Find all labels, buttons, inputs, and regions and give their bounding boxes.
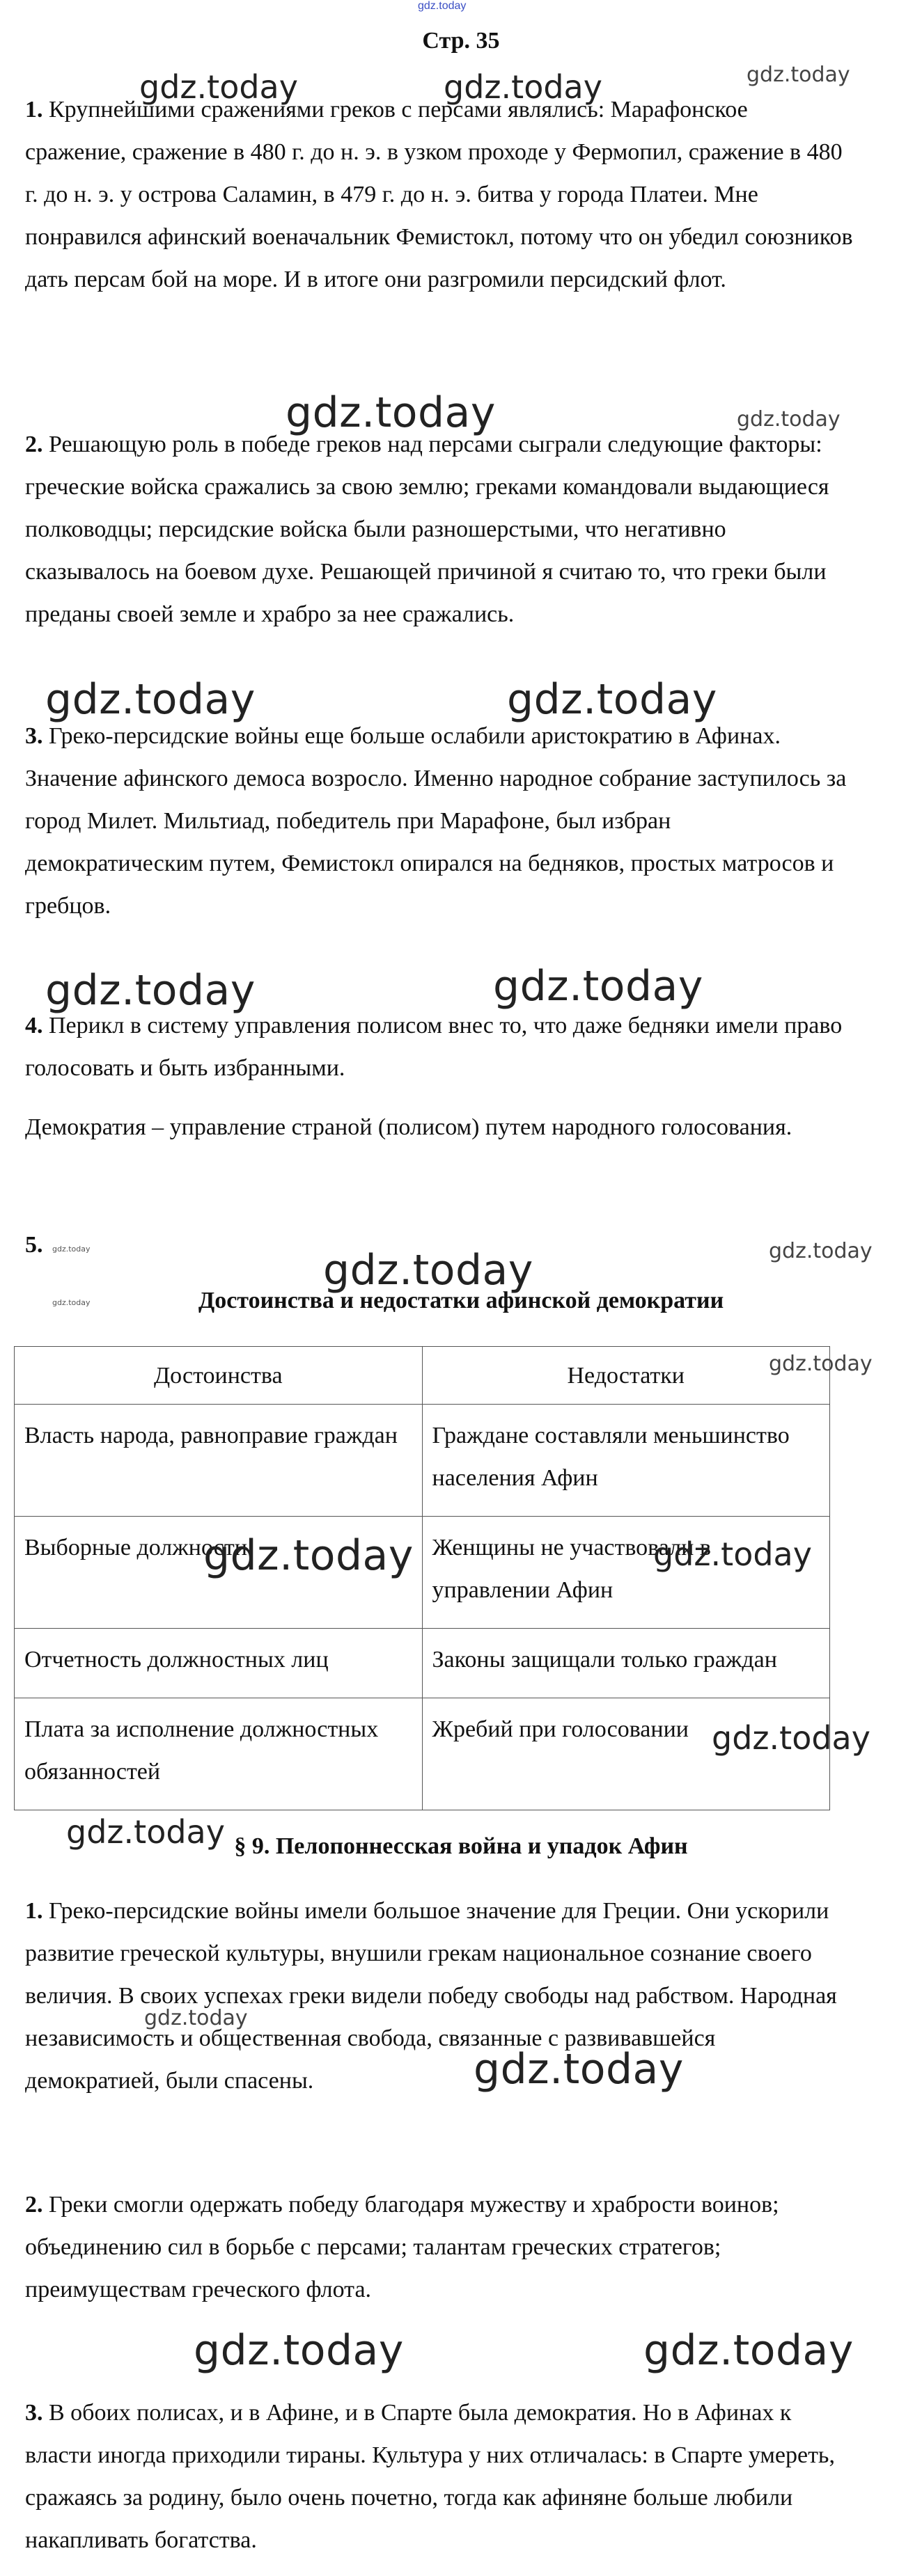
answer-text: Решающую роль в победе греков над персами сыграли следующие факторы: греческие войска сражались за свою землю; греками командовали выдающиеся полководцы; персидские войска были разношерстыми, что негативно сказывалось на боевом духе. Решающей причиной я считаю то, что греки были преданы своей земле и храбро за нее сражались. (25, 432, 829, 627)
answer-number: 3. (25, 2400, 43, 2426)
watermark: gdz.today (507, 675, 717, 724)
watermark: gdz.today (769, 1239, 873, 1263)
answer-number: 1. (25, 1898, 43, 1924)
table-row (15, 1698, 830, 1810)
table-header-advantages: Достоинства (15, 1347, 423, 1405)
watermark: gdz.today (66, 1813, 225, 1851)
answer-text: Крупнейшими сражениями греков с персами являлись: Марафонское сражение, сражение в 480 г. до н. э. в узком проходе у Фермопил, сражение в 480 г. до н. э. у острова Саламин, в 479 г. до н. э. битва у города Платеи. Мне понравился афинский военачальник Фемистокл, потому что он убедил союзников дать персам бой на море. И в итоге они разгромили персидский флот. (25, 97, 853, 292)
definition-democracy: Демократия – управление страной (полисом) путем народного голосования. (25, 1114, 792, 1140)
watermark: gdz.today (45, 675, 256, 724)
answer-number: 3. (25, 723, 43, 749)
table-row (15, 1629, 830, 1698)
table-header-disadvantages: Недостатки (422, 1347, 830, 1405)
watermark: gdz.today (139, 68, 298, 106)
answer-2 (25, 423, 854, 635)
answer-text: Перикл в систему управления полисом внес то, что даже бедняки имели право голосовать и быть избранными. (25, 1013, 843, 1081)
watermark: gdz.today (643, 2326, 854, 2375)
watermark: gdz.today (194, 2326, 404, 2375)
answer-text: В обоих полисах, и в Афине, и в Спарте была демократия. Но в Афинах к власти иногда приходили тираны. Культура у них отличалась: в Спарте умереть, сражаясь за родину, было очень почетно, тогда как афиняне больше любили накапливать богатства. (25, 2400, 835, 2553)
watermark: gdz.today (203, 1531, 414, 1580)
watermark: gdz.today (286, 388, 496, 437)
watermark: gdz.today (474, 2045, 684, 2094)
page-title: Стр. 35 (422, 28, 500, 54)
advantages-disadvantages-table (14, 1346, 830, 1810)
section-answer-2 (25, 2183, 854, 2311)
watermark: gdz.today (747, 63, 850, 87)
answer-number: 1. (25, 97, 43, 123)
watermark: gdz.today (52, 1244, 91, 1254)
top-watermark: gdz.today (418, 0, 467, 12)
watermark: gdz.today (493, 962, 703, 1011)
watermark: gdz.today (52, 1298, 91, 1307)
answer-3 (25, 715, 854, 927)
answer-text: Греко-персидские войны имели большое значение для Греции. Они ускорили развитие греческой культуры, внушили грекам национальное сознание своего величия. В своих успехах греки видели победу свободы над рабством. Народная независимость и общественная свобода, связанные с развивавшейся демократией, были спасены. (25, 1898, 837, 2094)
section-answer-3 (25, 2392, 854, 2561)
table-row (15, 1517, 830, 1629)
table-cell: Отчетность должностных лиц (15, 1629, 423, 1698)
answer-5-number: 5. (25, 1232, 43, 1258)
watermark: gdz.today (737, 407, 841, 432)
watermark: gdz.today (712, 1719, 870, 1757)
table-cell: Женщины не участвовали в управлении Афин (422, 1517, 830, 1629)
section-answer-1 (25, 1890, 854, 2102)
table-cell: Граждане составляли меньшинство населения Афин (422, 1405, 830, 1517)
table-cell: Законы защищали только граждан (422, 1629, 830, 1698)
table-cell: Выборные должности (15, 1517, 423, 1629)
table-cell: Плата за исполнение должностных обязанностей (15, 1698, 423, 1810)
answer-text: Греко-персидские войны еще больше ослабили аристократию в Афинах. Значение афинского демоса возросло. Именно народное собрание заступилось за город Милет. Мильтиад, победитель при Марафоне, был избран демократическим путем, Фемистокл опирался на бедняков, простых матросов и гребцов. (25, 723, 847, 919)
table-row (15, 1405, 830, 1517)
watermark: gdz.today (144, 2006, 248, 2030)
watermark: gdz.today (45, 966, 256, 1015)
watermark: gdz.today (444, 68, 602, 106)
answer-number: 4. (25, 1013, 43, 1038)
table-cell: Власть народа, равноправие граждан (15, 1405, 423, 1517)
table-cell: Жребий при голосовании (422, 1698, 830, 1810)
table-title: Достоинства и недостатки афинской демократии (198, 1288, 724, 1313)
answer-1 (25, 88, 854, 301)
watermark: gdz.today (653, 1535, 812, 1573)
section-title: § 9. Пелопоннесская война и упадок Афин (234, 1833, 688, 1859)
answer-text: Греки смогли одержать победу благодаря мужеству и храбрости воинов; объединению сил в борьбе с персами; талантам греческих стратегов; преимуществам греческого флота. (25, 2192, 779, 2302)
answer-4 (25, 1004, 854, 1089)
answer-number: 2. (25, 2192, 43, 2218)
watermark: gdz.today (769, 1352, 873, 1376)
watermark: gdz.today (323, 1246, 533, 1295)
answer-number: 2. (25, 432, 43, 457)
